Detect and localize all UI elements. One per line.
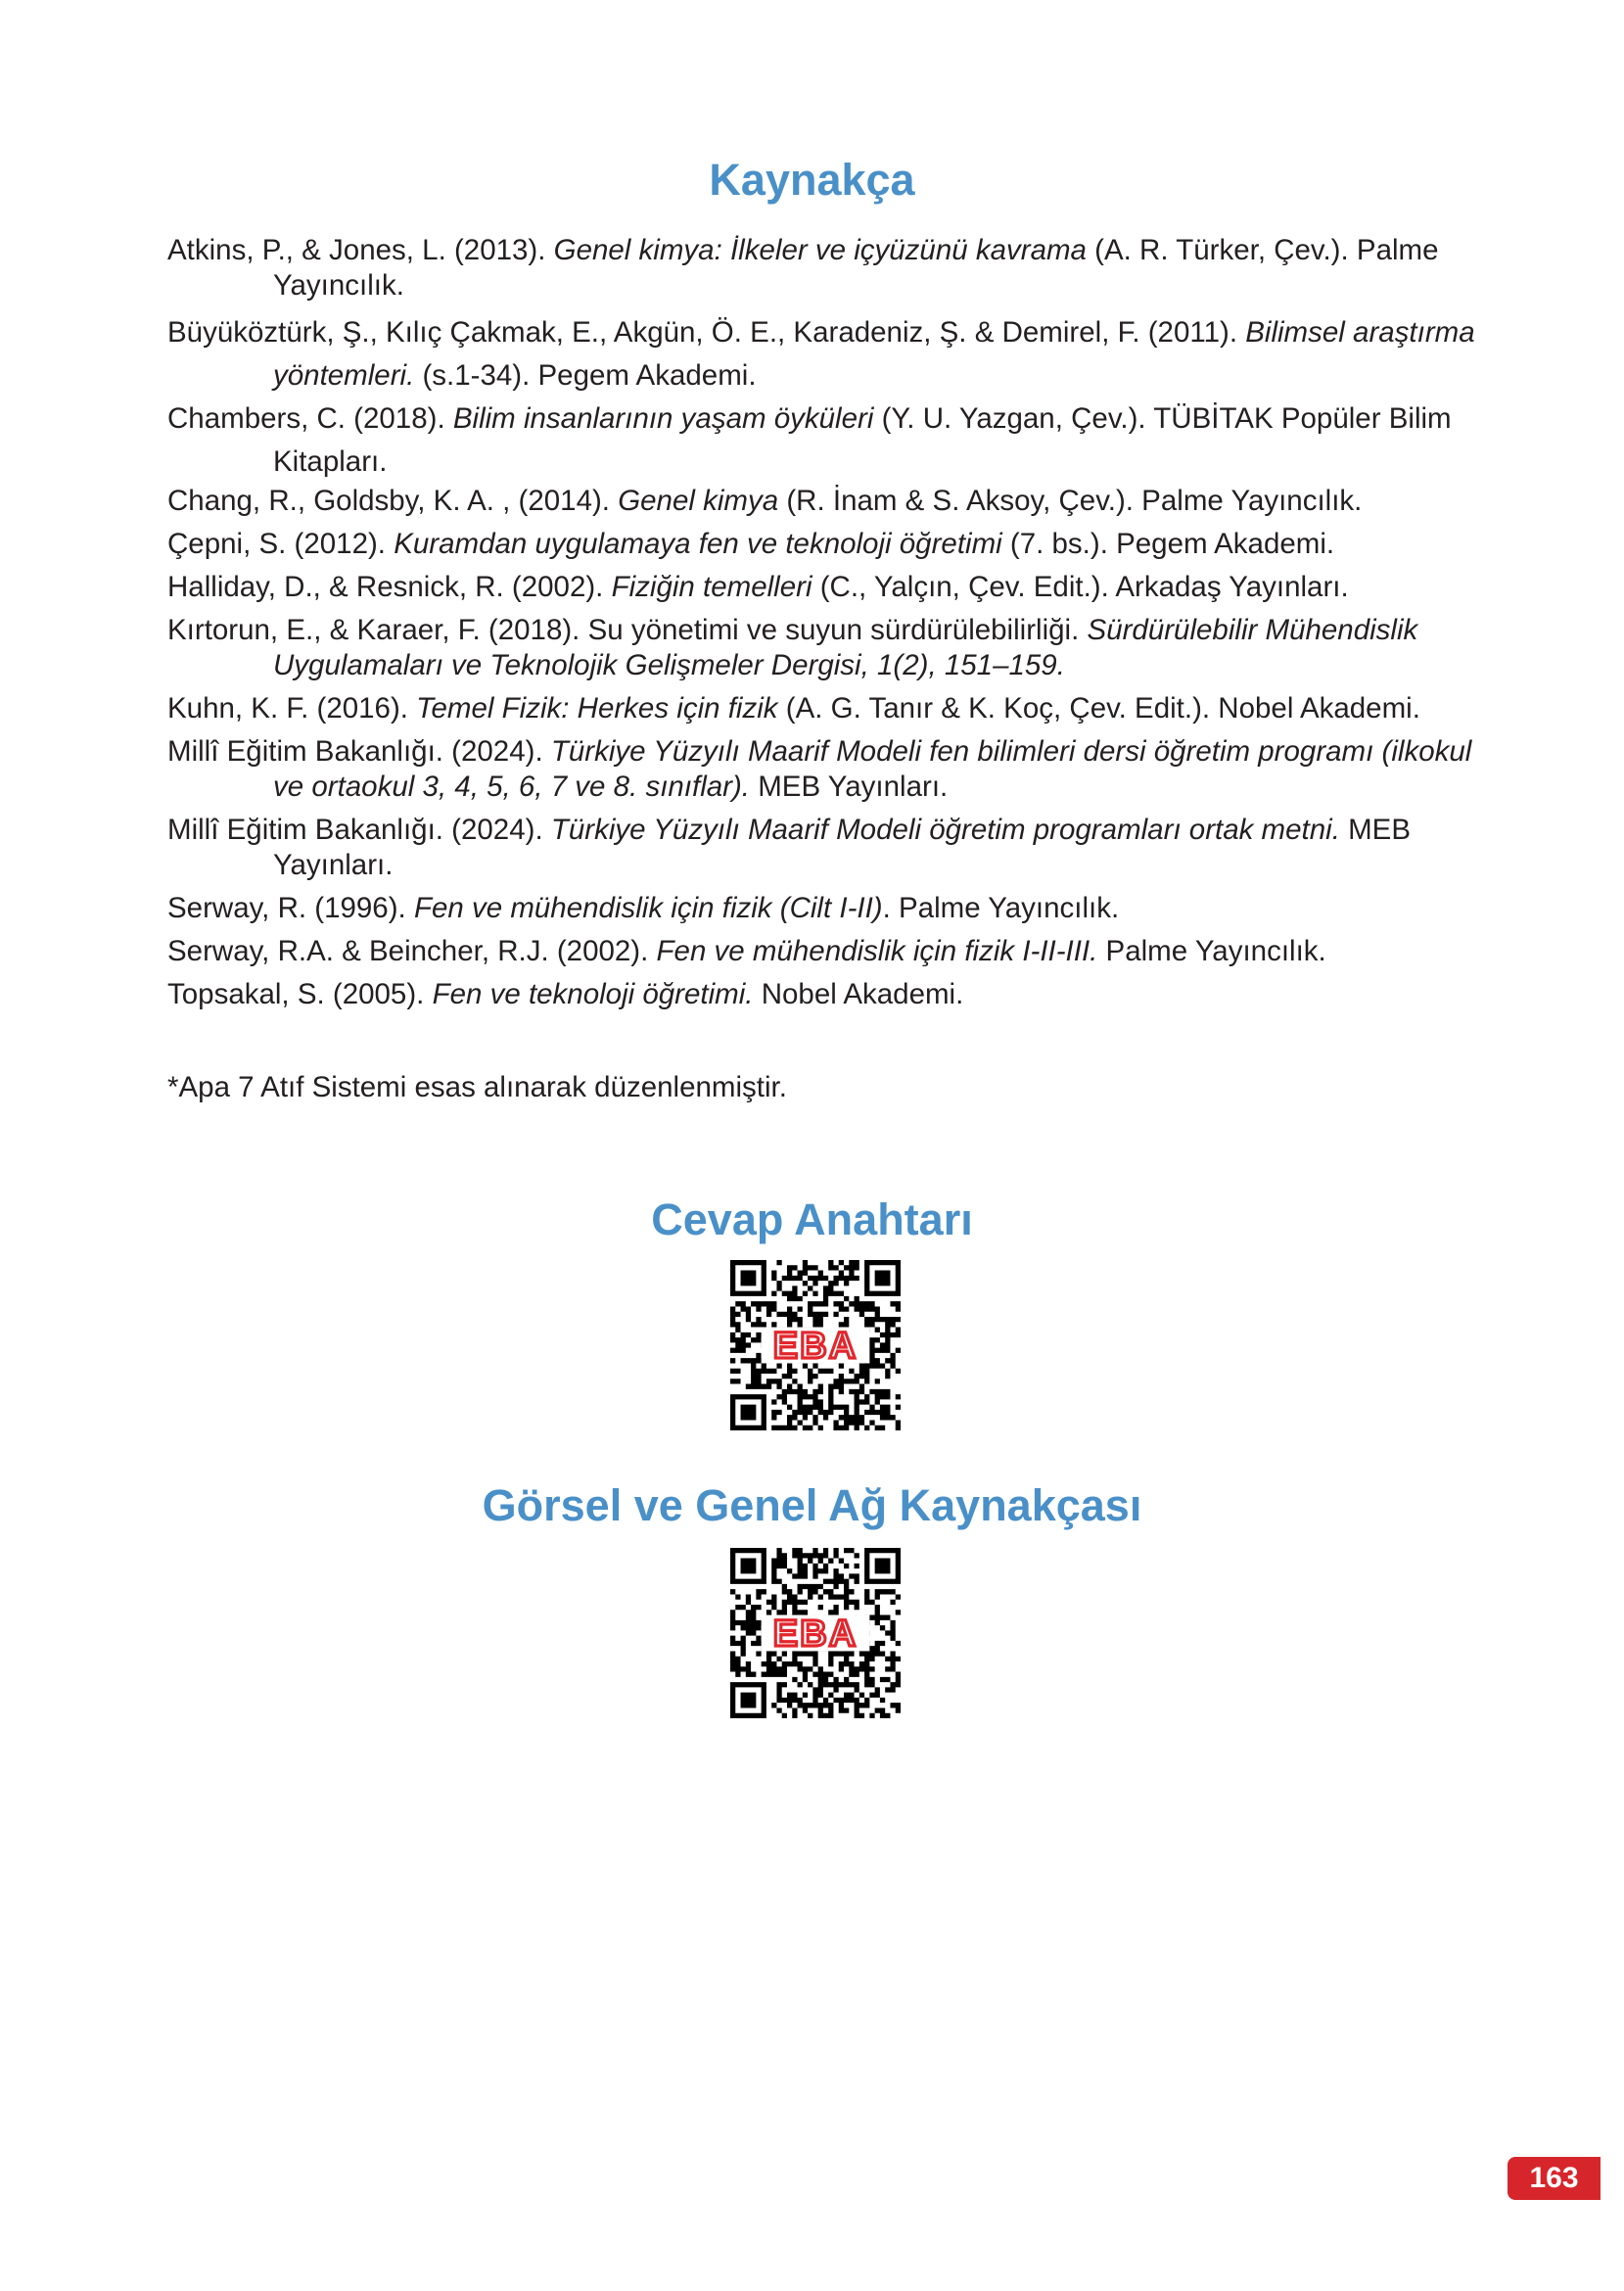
reference-text: Kuhn, K. F. (2016).: [167, 692, 417, 725]
reference-title: Fiziğin temelleri: [611, 571, 812, 603]
reference-title: Bilimsel araştırma yöntemleri.: [273, 316, 1475, 392]
reference-text: MEB Yayınları.: [273, 814, 1412, 881]
reference-text: (7. bs.). Pegem Akademi.: [1001, 528, 1335, 560]
reference-item: [167, 397, 1479, 484]
reference-text: Serway, R. (1996).: [167, 892, 414, 924]
reference-text: . Palme Yayıncılık.: [882, 892, 1120, 924]
answer-key-qr-code[interactable]: [730, 1260, 901, 1430]
reference-text: (Y. U. Yazgan, Çev.). TÜBİTAK Popüler Bilim Kitapları.: [273, 402, 1452, 478]
reference-text: Topsakal, S. (2005).: [167, 978, 433, 1010]
reference-item: [167, 311, 1479, 397]
reference-list: [167, 233, 1479, 1020]
reference-title: Genel kimya: [618, 485, 779, 517]
reference-title: Fen ve mühendislik için fizik I-II-III.: [656, 935, 1098, 967]
reference-item: [167, 570, 1479, 605]
reference-item: [167, 813, 1479, 883]
reference-text: Büyüköztürk, Ş., Kılıç Çakmak, E., Akgün, Ö. E., Karadeniz, Ş. & Demirel, F. (2011).: [167, 316, 1246, 349]
reference-text: (s.1-34). Pegem Akademi.: [414, 359, 757, 392]
visual-sources-title: Görsel ve Genel Ağ Kaynakçası: [482, 1480, 1142, 1530]
reference-title: Temel Fizik: Herkes için fizik: [416, 692, 778, 725]
reference-text: (C., Yalçın, Çev. Edit.). Arkadaş Yayınları.: [812, 571, 1349, 603]
reference-title: Fen ve teknoloji öğretimi.: [432, 978, 754, 1010]
reference-title: Türkiye Yüzyılı Maarif Modeli öğretim programları ortak metni.: [550, 814, 1340, 846]
reference-item: [167, 691, 1479, 726]
reference-title: Sürdürülebilir Mühendislik Uygulamaları ve Teknolojik Gelişmeler Dergisi, 1(2), 151–159.: [273, 614, 1418, 681]
reference-text: Atkins, P., & Jones, L. (2013).: [167, 234, 554, 266]
reference-item: [167, 934, 1479, 969]
reference-text: (A. G. Tanır & K. Koç, Çev. Edit.). Nobel Akademi.: [777, 692, 1420, 725]
reference-text: Millî Eğitim Bakanlığı. (2024).: [167, 735, 551, 768]
reference-title: Kuramdan uygulamaya fen ve teknoloji öğretimi: [394, 528, 1002, 560]
reference-text: Palme Yayıncılık.: [1097, 935, 1326, 967]
eba-logo: EBA: [772, 1326, 858, 1368]
reference-item: [167, 734, 1479, 805]
reference-text: Millî Eğitim Bakanlığı. (2024).: [167, 814, 551, 846]
reference-title: Genel kimya: İlkeler ve içyüzünü kavrama: [553, 234, 1087, 266]
bibliography-title: Kaynakça: [709, 155, 915, 205]
reference-item: [167, 891, 1479, 926]
visual-sources-qr-code[interactable]: [730, 1548, 901, 1718]
reference-item: [167, 233, 1479, 304]
reference-title: Bilim insanlarının yaşam öyküleri: [452, 402, 874, 435]
reference-text: (A. R. Türker, Çev.). Palme Yayıncılık.: [273, 234, 1439, 302]
reference-item: [167, 613, 1479, 683]
apa-note: *Apa 7 Atıf Sistemi esas alınarak düzenlenmiştir.: [167, 1071, 787, 1103]
page-number: 163: [1508, 2157, 1601, 2200]
reference-text: Chang, R., Goldsby, K. A. , (2014).: [167, 485, 619, 517]
reference-item: [167, 484, 1479, 519]
answer-key-title: Cevap Anahtarı: [651, 1194, 973, 1244]
reference-title: Fen ve mühendislik için fizik (Cilt I-II): [413, 892, 883, 924]
reference-text: Halliday, D., & Resnick, R. (2002).: [167, 571, 612, 603]
reference-text: Çepni, S. (2012).: [167, 528, 394, 560]
reference-title: Türkiye Yüzyılı Maarif Modeli fen bilimleri dersi öğretim programı (ilkokul ve ortaokul 3, 4, 5, 6, 7 ve 8. sınıflar).: [273, 735, 1472, 803]
reference-text: Serway, R.A. & Beincher, R.J. (2002).: [167, 935, 657, 967]
reference-text: Kırtorun, E., & Karaer, F. (2018). Su yönetimi ve suyun sürdürülebilirliği.: [167, 614, 1088, 646]
eba-logo: EBA: [772, 1613, 858, 1656]
reference-text: Nobel Akademi.: [753, 978, 964, 1010]
reference-text: Chambers, C. (2018).: [167, 402, 453, 435]
reference-text: (R. İnam & S. Aksoy, Çev.). Palme Yayıncılık.: [778, 485, 1363, 517]
reference-item: [167, 527, 1479, 562]
reference-item: [167, 977, 1479, 1012]
reference-text: MEB Yayınları.: [750, 771, 949, 803]
